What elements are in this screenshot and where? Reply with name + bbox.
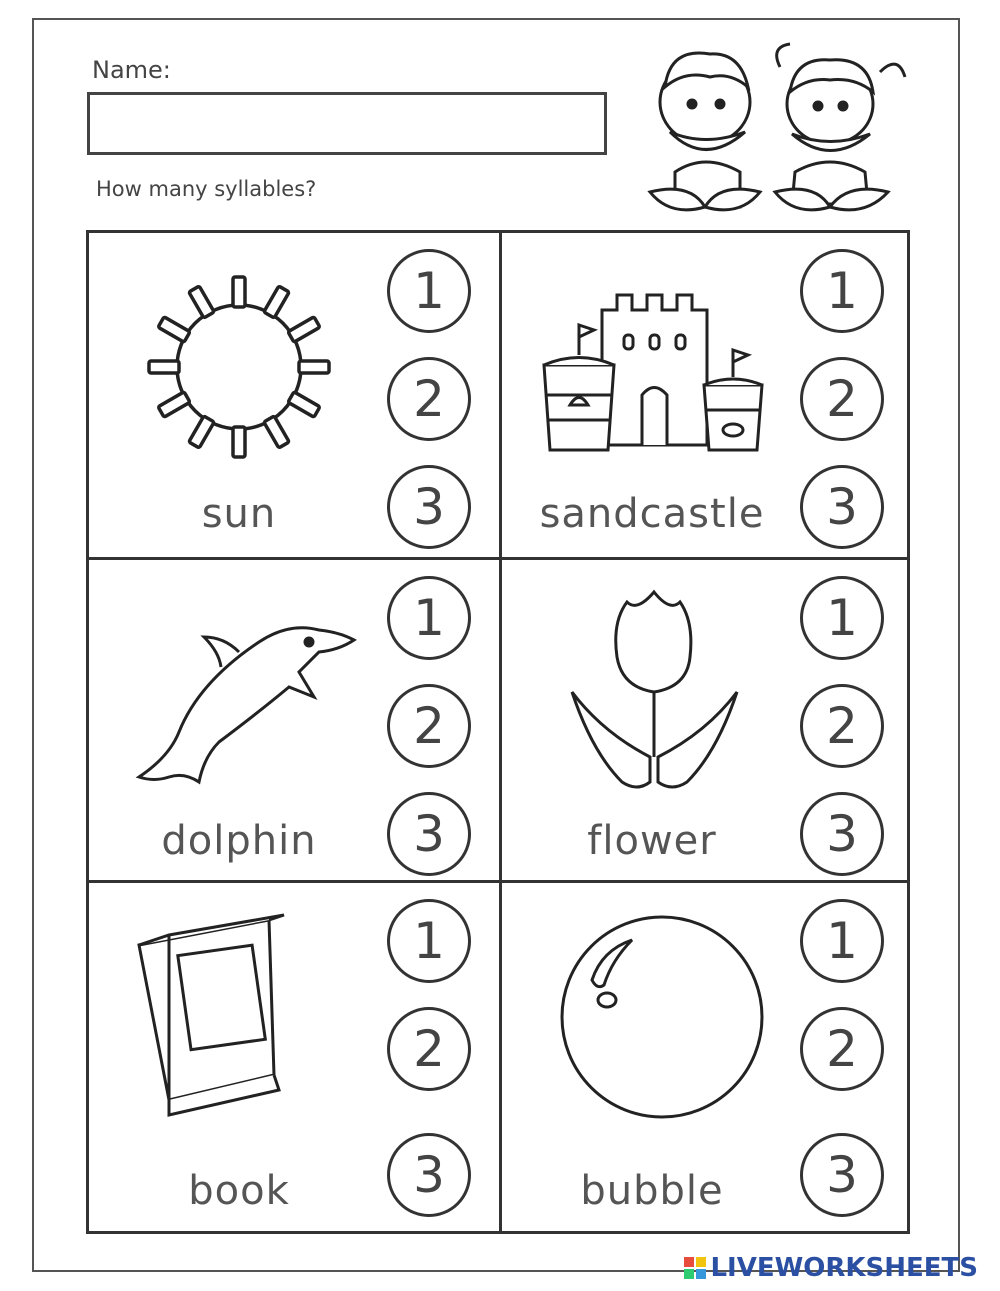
cell-bubble [502, 883, 910, 1234]
flower-icon [522, 582, 782, 802]
option-2-button[interactable]: 2 [800, 1007, 884, 1091]
option-2-button[interactable]: 2 [387, 684, 471, 768]
cell-dolphin [89, 560, 499, 880]
option-3-button[interactable]: 3 [387, 1133, 471, 1217]
option-1-button[interactable]: 1 [800, 899, 884, 983]
cell-flower [502, 560, 910, 880]
option-1-button[interactable]: 1 [387, 249, 471, 333]
bubble-icon [522, 905, 782, 1125]
option-2-button[interactable]: 2 [387, 357, 471, 441]
option-2-button[interactable]: 2 [387, 1007, 471, 1091]
kids-eating-watermelon-illustration [630, 32, 920, 222]
option-3-button[interactable]: 3 [387, 465, 471, 549]
book-icon [109, 905, 369, 1125]
option-3-button[interactable]: 3 [800, 792, 884, 876]
word-label: bubble [580, 1168, 724, 1214]
cell-sandcastle [502, 233, 910, 557]
word-label: book [188, 1168, 290, 1214]
dolphin-icon [109, 582, 369, 802]
sun-icon [109, 255, 369, 475]
word-label: sandcastle [539, 491, 765, 537]
option-2-button[interactable]: 2 [800, 357, 884, 441]
name-label: Name: [92, 56, 171, 84]
word-label: sun [201, 491, 277, 537]
question-text: How many syllables? [96, 177, 317, 201]
cell-sun [89, 233, 499, 557]
option-1-button[interactable]: 1 [387, 899, 471, 983]
option-2-button[interactable]: 2 [800, 684, 884, 768]
logo-text: LIVEWORKSHEETS [710, 1253, 978, 1283]
sandcastle-icon [522, 255, 782, 475]
word-label: dolphin [161, 818, 317, 864]
syllable-grid [86, 230, 910, 1234]
option-3-button[interactable]: 3 [387, 792, 471, 876]
word-label: flower [587, 818, 717, 864]
option-1-button[interactable]: 1 [800, 249, 884, 333]
option-1-button[interactable]: 1 [387, 576, 471, 660]
option-1-button[interactable]: 1 [800, 576, 884, 660]
liveworksheets-logo [684, 1253, 978, 1283]
cell-book [89, 883, 499, 1234]
logo-icon [684, 1257, 706, 1279]
option-3-button[interactable]: 3 [800, 465, 884, 549]
option-3-button[interactable]: 3 [800, 1133, 884, 1217]
name-input[interactable] [87, 92, 607, 155]
